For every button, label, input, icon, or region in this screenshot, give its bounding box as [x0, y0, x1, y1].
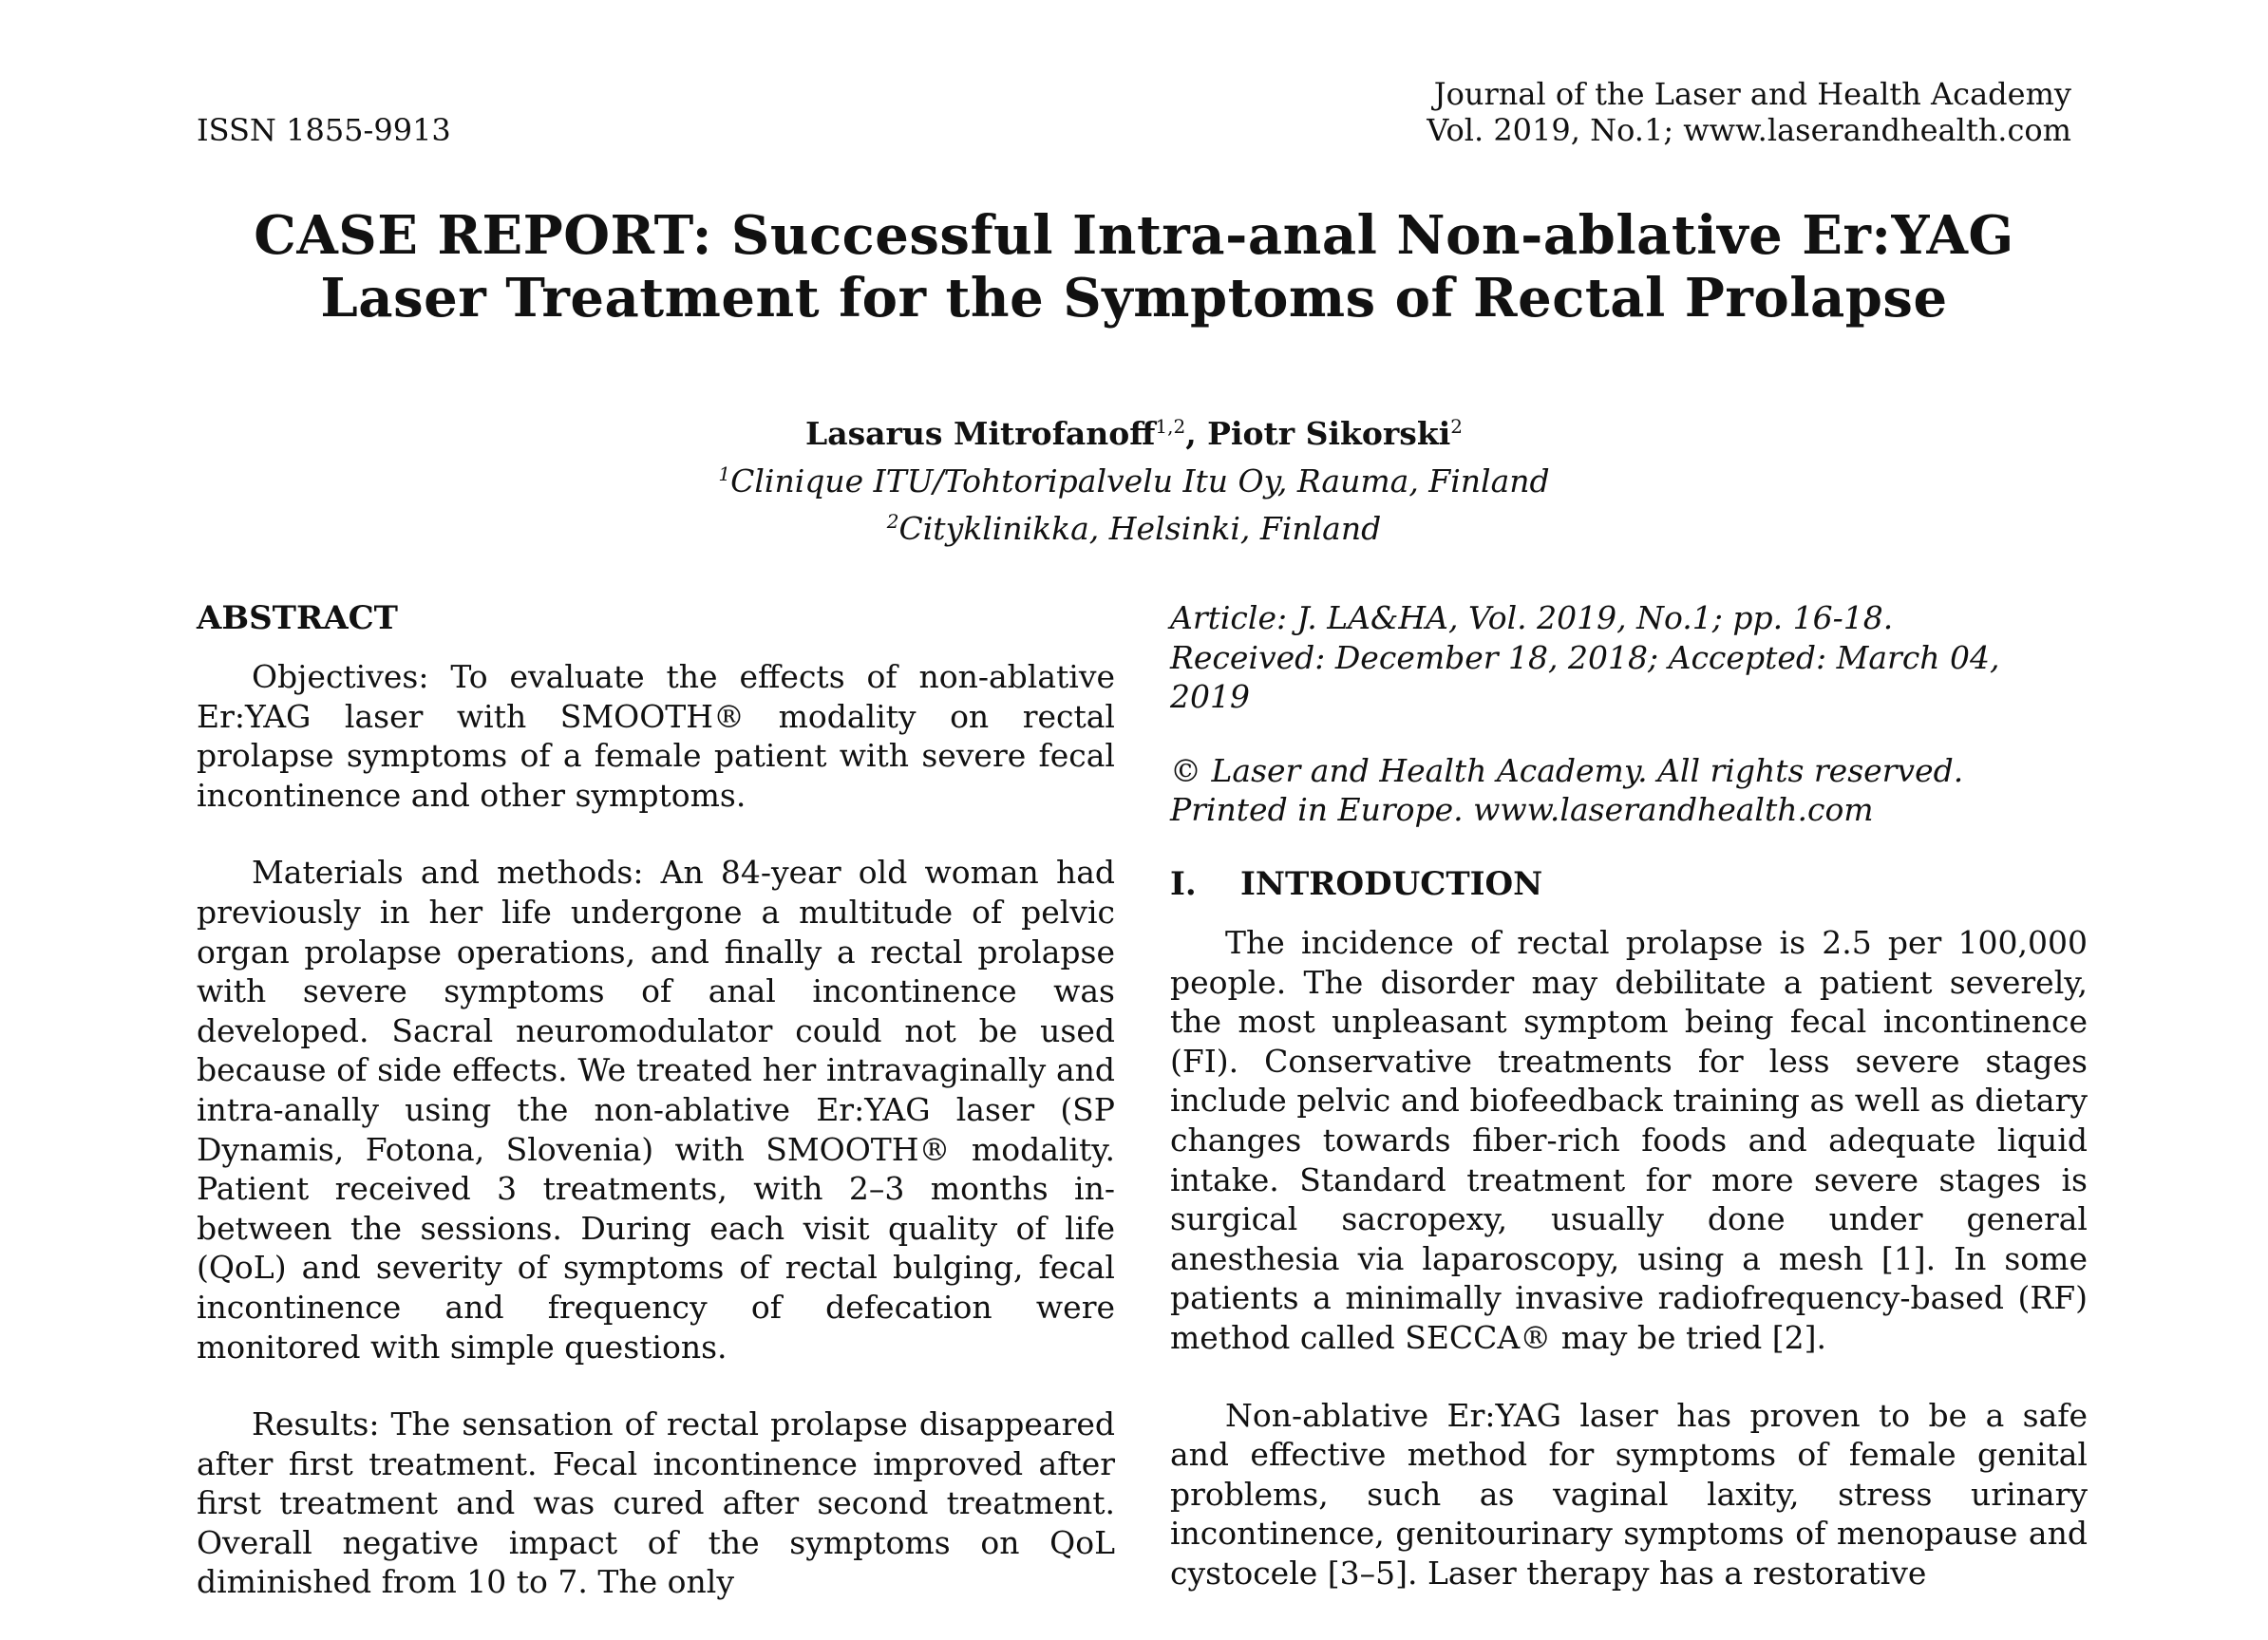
author-1: Lasarus Mitrofanoff — [805, 415, 1156, 452]
affiliation-1-mark: 1 — [718, 462, 731, 485]
introduction-paragraph-2: Non-ablative Er:YAG laser has proven to be a safe and effective method for symptoms of female genital problems, such as vaginal laxity, stress urinary incontinence, genitourinary symptoms of menopause and cystocele [3–5]. Laser therapy has a restorative — [1170, 1396, 2088, 1592]
article-citation — [1170, 598, 2088, 717]
author-1-affiliation: 1,2 — [1155, 415, 1186, 438]
title-line-1: CASE REPORT: Successful Intra-anal Non-ablative Er:YAG — [254, 204, 2014, 267]
copyright-line: © Laser and Health Academy. All rights reserved. — [1170, 751, 1964, 789]
author-2: Piotr Sikorski — [1207, 415, 1451, 452]
journal-info — [1427, 76, 2071, 148]
affiliation-2-text: Cityklinikka, Helsinki, Finland — [898, 510, 1382, 547]
affiliation-1 — [0, 454, 2268, 501]
introduction-heading — [1170, 864, 2088, 904]
author-names — [0, 406, 2268, 454]
section-title: INTRODUCTION — [1240, 864, 1543, 903]
introduction-paragraph-1: The incidence of rectal prolapse is 2.5 per 100,000 people. The disorder may debilitate a patient severely, the most unpleasant symptom being fecal incontinence (FI). Conservative treatments for less severe stages include pelvic and biofeedback training as well as dietary changes towards fiber-rich foods and adequate liquid intake. Standard treatment for more severe stages is surgical sacropexy, usually done under general anesthesia via laparoscopy, using a mesh [1]. In some patients a minimally invasive radiofrequency-based (RF) method called SECCA® may be tried [2]. — [1170, 923, 2088, 1356]
abstract-methods: Materials and methods: An 84-year old woman had previously in her life undergone a multitude of pelvic organ prolapse operations, and finally a rectal prolapse with severe symptoms of anal incontinence was developed. Sacral neuromodulator could not be used because of side effects. We treated her intravaginally and intra-anally using the non-ablative Er:YAG laser (SP Dynamis, Fotona, Slovenia) with SMOOTH® modality. Patient received 3 treatments, with 2–3 months in-between the sessions. During each visit quality of life (QoL) and severity of symptoms of rectal bulging, fecal incontinence and frequency of defecation were monitored with simple questions. — [197, 854, 1115, 1366]
left-column — [197, 598, 1115, 1640]
printed-line: Printed in Europe. www.laserandhealth.com — [1170, 791, 1874, 829]
abstract-objectives: Objectives: To evaluate the effects of non-ablative Er:YAG laser with SMOOTH® modality on rectal prolapse symptoms of a female patient with severe fecal incontinence and other symptoms. — [197, 658, 1115, 814]
right-column — [1170, 598, 2088, 1631]
author-separator: , — [1185, 415, 1208, 452]
affiliation-2-mark: 2 — [886, 510, 899, 533]
author-2-affiliation: 2 — [1450, 415, 1463, 438]
affiliation-1-text: Clinique ITU/Tohtoripalvelu Itu Oy, Rauma, Finland — [730, 462, 1550, 500]
title-line-2: Laser Treatment for the Symptoms of Rectal Prolapse — [320, 267, 1948, 330]
author-block — [0, 406, 2268, 549]
affiliation-2 — [0, 501, 2268, 549]
journal-name: Journal of the Laser and Health Academy — [1433, 76, 2071, 112]
section-number: I. — [1170, 864, 1197, 903]
abstract-heading: ABSTRACT — [197, 599, 398, 637]
journal-volume: Vol. 2019, No.1; www.laserandhealth.com — [1427, 112, 2071, 148]
issn: ISSN 1855-9913 — [197, 112, 451, 148]
article-copyright — [1170, 751, 2088, 830]
paper-title — [142, 204, 2126, 330]
abstract-results: Results: The sensation of rectal prolapse disappeared after first treatment. Fecal incontinence improved after first treatment and was cured after second treatment. Overall negative impact of the symptoms on QoL diminished from 10 to 7. The only — [197, 1405, 1115, 1601]
article-reference: Article: J. LA&HA, Vol. 2019, No.1; pp. 16-18. — [1170, 599, 1894, 636]
article-dates: Received: December 18, 2018; Accepted: March 04, 2019 — [1170, 638, 2000, 716]
